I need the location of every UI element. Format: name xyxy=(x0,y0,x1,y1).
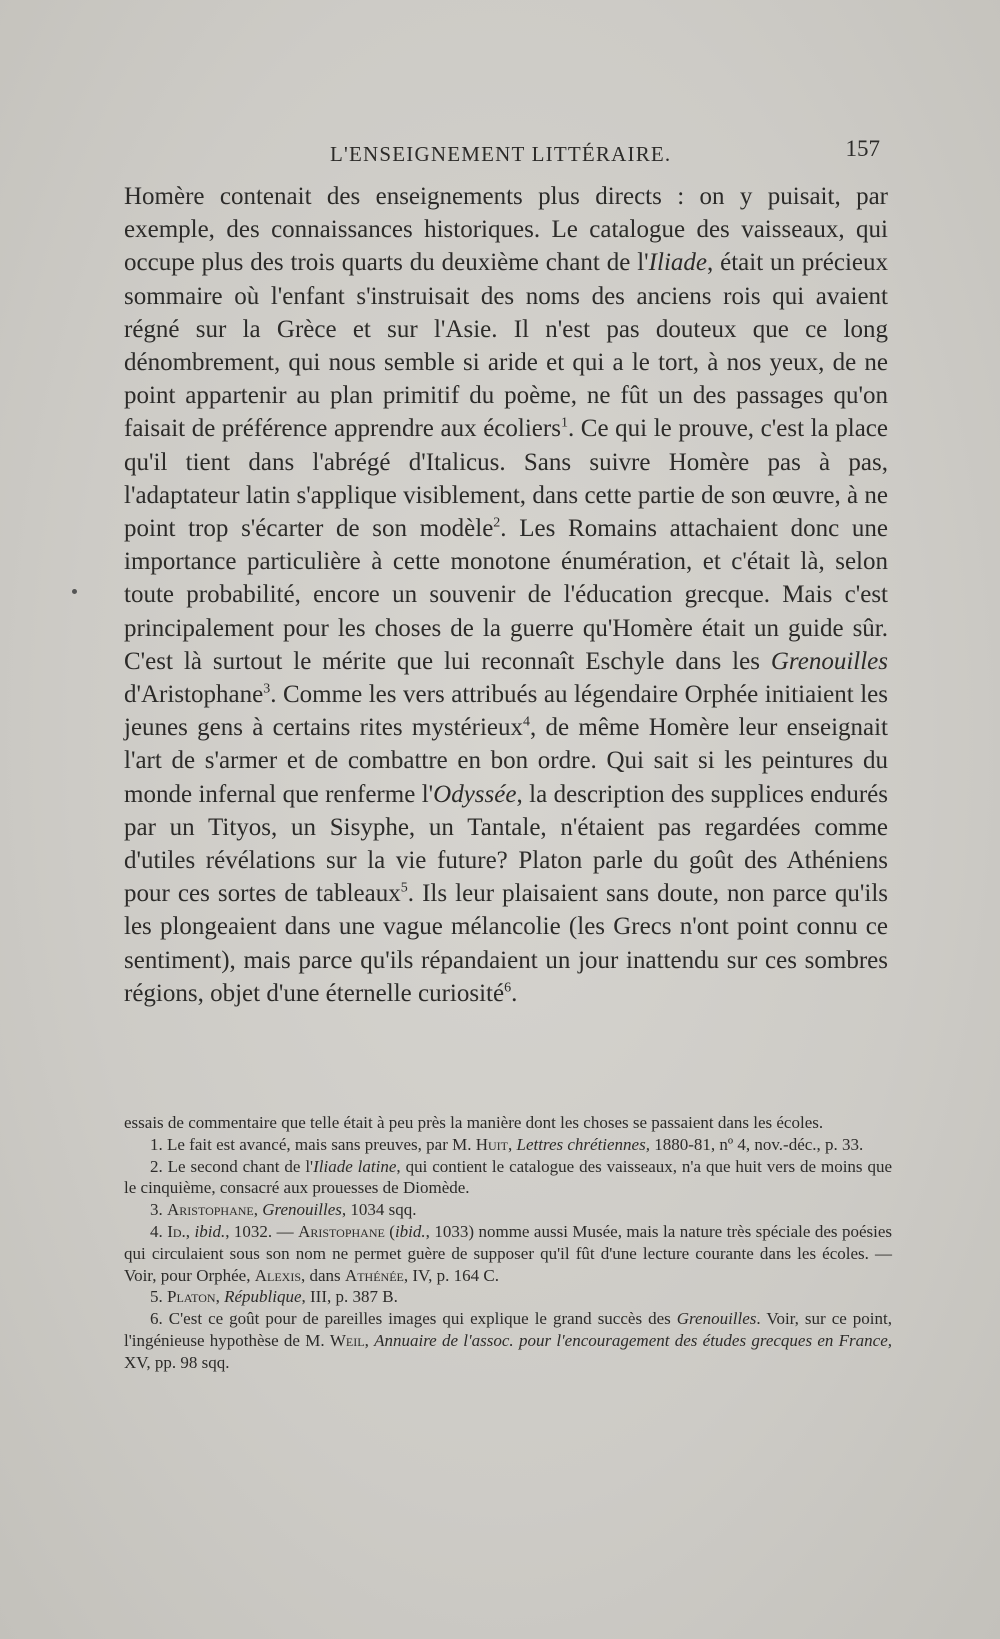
footnote-ref-3: 3 xyxy=(263,681,271,697)
margin-mark xyxy=(72,589,77,594)
footnote-5: 5. Platon, République, III, p. 387 B. xyxy=(150,1287,398,1307)
footnote-ref-2: 2 xyxy=(493,515,501,531)
main-paragraph: Homère contenait des enseignements plus directs : on y puisait, par exemple, des connaissances historiques. Le catalogue des vaisseaux, qui occupe plus des trois quarts du deuxième chant de l'Iliade, était un précieux sommaire où l'enfant s'instruisait des noms des anciens rois qui avaient régné sur la Grèce et sur l'Asie. Il n'est pas douteux que ce long dénombrement, qui nous semble si aride et qui a le tort, à nos yeux, de ne point appartenir au plan primitif du poème, ne fût un des passages qu'on faisait de préférence apprendre aux écoliers$^1$. Ce qui le prouve, c'est la place qu'il tient dans l'abrégé d'Italicus. Sans suivre Homère pas à pas, l'adaptateur latin s'applique visiblement, dans cette partie de son œuvre, à ne point trop s'écarter de son modèle$^2$. Les Romains attachaient donc une importance particulière à cette monotone énumération, et c'était là, selon toute probabilité, encore un souvenir de l'éducation grecque. Mais c'est principalement pour les choses de la guerre qu'Homère était un guide sûr. C'est là surtout le mérite que lui reconnaît Eschyle dans les Grenouilles d'Aristophane$^3$. Comme les vers attribués au légendaire Orphée initiaient les jeunes gens à certains rites mystérieux$^4$, de même Homère leur enseignait l'art de s'armer et de combattre en bon ordre. Qui sait si les peintures du monde infernal que renferme l'Odyssée, la description des supplices endurés par un Tityos, un Sisyphe, un Tantale, n'étaient pas regardées comme d'utiles révélations sur la vie future? Platon parle du goût des Athéniens pour ces sortes de tableaux$^5$. Ils leur plaisaient sans doute, non parce qu'ils les plongeaient dans une vague mélancolie (les Grecs n'ont point connu ce sentiment), mais parce qu'ils répandaient un jour inattendu sur ces sombres régions, objet d'une éternelle curiosité$^6$. xyxy=(124,183,889,1007)
title-grenouilles: Grenouilles xyxy=(770,647,888,675)
footnotes xyxy=(124,1112,892,1374)
page-header xyxy=(124,136,880,170)
footnote-3: 3. Aristophane, Grenouilles, 1034 sqq. xyxy=(150,1200,417,1220)
footnote-ref-5: 5 xyxy=(400,880,408,896)
footnote-ref-1: 1 xyxy=(560,416,568,432)
running-head: L'ENSEIGNEMENT LITTÉRAIRE. xyxy=(330,142,672,166)
title-odyssee: Odyssée xyxy=(433,780,517,808)
footnote-2: 2. Le second chant de l'Iliade latine, qui contient le catalogue des vaisseaux, n'a que huit vers de moins que le cinquième, consacré aux prouesses de Diomède. xyxy=(124,1156,892,1198)
footnote-4: 4. Id., ibid., 1032. — Aristophane (ibid., 1033) nomme aussi Musée, mais la nature très spéciale des poésies qui circulaient sous son nom ne permet guère de supposer qu'il fût d'une lecture courante dans les écoles. — Voir, pour Orphée, Alexis, dans Athénée, IV, p. 164 C. xyxy=(124,1221,893,1285)
page-number: 157 xyxy=(845,136,880,161)
footnote-ref-6: 6 xyxy=(504,980,512,996)
footnote-ref-4: 4 xyxy=(523,714,530,730)
footnote-continuation: essais de commentaire que telle était à peu près la manière dont les choses se passaient dans les écoles. xyxy=(124,1113,824,1132)
footnote-1: 1. Le fait est avancé, mais sans preuves, par M. Huit, Lettres chrétiennes, 1880-81, nº 4, nov.-déc., p. 33. xyxy=(150,1134,864,1154)
title-iliade: Iliade xyxy=(648,249,707,277)
footnote-6: 6. C'est ce goût pour de pareilles images qui explique le grand succès des Grenouilles. Voir, sur ce point, l'ingénieuse hypothèse de M. Weil, Annuaire de l'assoc. pour l'encouragement des études grecques en France, XV, pp. 98 sqq. xyxy=(124,1309,893,1372)
